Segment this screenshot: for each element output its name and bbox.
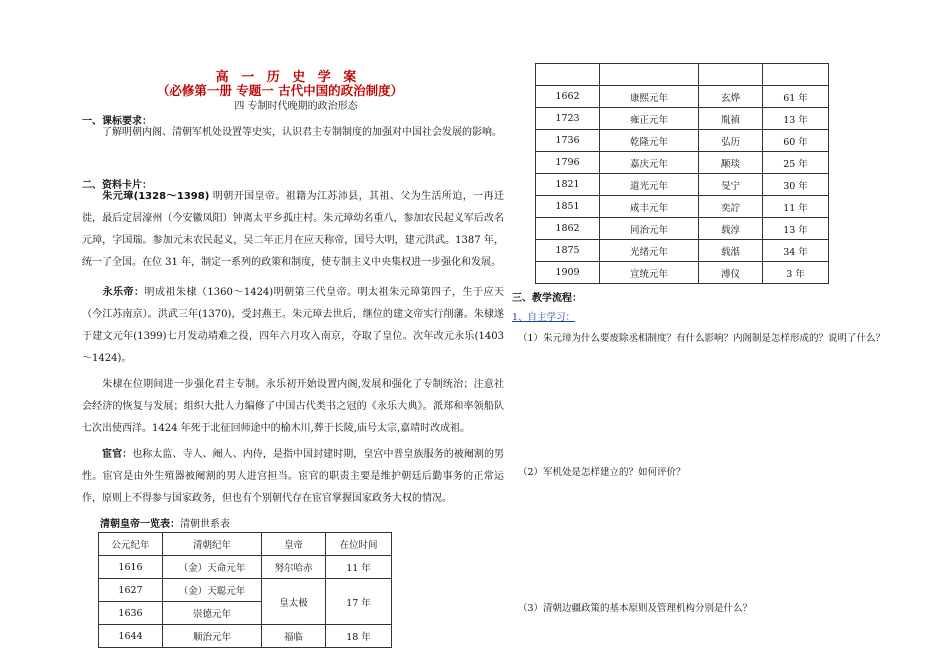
page-subtitle-red: （必修第一册 专题一 古代中国的政治制度） xyxy=(156,83,404,98)
table-cell: 1616 xyxy=(99,556,163,579)
table-cell: 雍正元年 xyxy=(600,108,699,130)
card-zhu-yuanzhang: 朱元璋(1328～1398) 明朝开国皇帝。祖籍为江苏沛县，其祖、父为生活所迫，一再迁徙，最后定居濠州（今安徽凤阳）钟离太平乡孤庄村。朱元璋幼名重八，参加农民起义军后改名元璋，字国瑞。参加元末农民起义，吴二年正月在应天称帝，国号大明，建元洪武。1387 年，统一了全国。在位 31 年，制定一系列的政策和制度，使专制主义中央集权进一步强化和发展。 xyxy=(82,191,504,268)
table-header-cell: 皇帝 xyxy=(262,533,326,556)
table-cell: 1636 xyxy=(99,602,163,625)
table-cell xyxy=(763,64,829,86)
table-cell: 1851 xyxy=(536,196,600,218)
card-yongle: 永乐帝：明成祖朱棣（1360～1424)明朝第三代皇帝。明太祖朱元璋第四子，生于应天（今江苏南京）。洪武三年(1370)，受封燕王。朱元璋去世后，继位的建文帝实行削藩。朱棣遂于建文元年(1399)七月发动靖难之役，四年六月攻入南京，夺取了皇位。次年改元永乐(1403～1424)。 xyxy=(82,287,505,364)
table-cell: 11 年 xyxy=(763,196,829,218)
table-row xyxy=(99,556,392,579)
table-cell: 1875 xyxy=(536,240,600,262)
table-header-row xyxy=(99,533,392,556)
table-cell: 宣统元年 xyxy=(600,262,699,284)
table-cell: 崇德元年 xyxy=(163,602,262,625)
table-cell: 玄烨 xyxy=(699,86,763,108)
qing-emperor-table-part2 xyxy=(535,63,829,284)
table-cell: （金）天聪元年 xyxy=(163,579,262,602)
card-eunuch: 宦官：也称太监、寺人、阉人、内侍，是指中国封建时期，皇宫中普皇族服务的被阉割的男性。宦官是由外生殖器被阉割的男人进宫担当。宦官的职责主要是维护朝廷后勤事务的正常运作，原则上不得参与国家政务，但也有个别朝代存在宦官掌握国家政务大权的情况。 xyxy=(82,449,505,504)
table-cell: 11 年 xyxy=(326,556,392,579)
table-cell: 61 年 xyxy=(763,86,829,108)
table-cell: 25 年 xyxy=(763,152,829,174)
table-cell: 34 年 xyxy=(763,240,829,262)
table-cell xyxy=(699,64,763,86)
table-header-cell: 公元纪年 xyxy=(99,533,163,556)
table-cell: 溥仪 xyxy=(699,262,763,284)
card-name: 永乐帝： xyxy=(102,287,145,298)
section-heading-standards: 一、课标要求： xyxy=(82,116,152,127)
table-cell: 13 年 xyxy=(763,108,829,130)
table-row xyxy=(536,196,829,218)
table-cell: 康熙元年 xyxy=(600,86,699,108)
table-row xyxy=(99,625,392,648)
table-row xyxy=(536,86,829,108)
table-cell: 1662 xyxy=(536,86,600,108)
table-row xyxy=(536,174,829,196)
question-1: （1）朱元璋为什么要废除丞相制度？有什么影响？内阁制是怎样形成的？说明了什么？ xyxy=(518,333,886,344)
table-cell: 1644 xyxy=(99,625,163,648)
table-cell: 旻宁 xyxy=(699,174,763,196)
table-cell: 胤禛 xyxy=(699,108,763,130)
lesson-title: 四 专制时代晚期的政治形态 xyxy=(234,101,358,112)
question-2: （2）军机处是怎样建立的？如何评价？ xyxy=(518,467,686,478)
card-name: 朱元璋(1328～1398) xyxy=(102,191,210,202)
table-row xyxy=(536,262,829,284)
table-cell: 颙琰 xyxy=(699,152,763,174)
table-row xyxy=(536,152,829,174)
table-cell: 1736 xyxy=(536,130,600,152)
table-cell: 道光元年 xyxy=(600,174,699,196)
table-header-cell: 在位时间 xyxy=(326,533,392,556)
table-cell: 同治元年 xyxy=(600,218,699,240)
qing-table-label: 清朝皇帝一览表： xyxy=(100,519,180,530)
section-heading-process: 三、教学流程： xyxy=(512,293,582,304)
table-cell: 载淳 xyxy=(699,218,763,240)
table-cell: 光绪元年 xyxy=(600,240,699,262)
table-cell: 1627 xyxy=(99,579,163,602)
table-cell xyxy=(600,64,699,86)
table-cell: 1723 xyxy=(536,108,600,130)
section-heading-cards: 二、资料卡片： xyxy=(82,180,152,191)
table-cell: 1821 xyxy=(536,174,600,196)
question-3: （3）清朝边疆政策的基本原则及管理机构分别是什么？ xyxy=(518,603,753,614)
table-header-cell: 清朝纪年 xyxy=(163,533,262,556)
table-cell: 13 年 xyxy=(763,218,829,240)
table-cell: 福临 xyxy=(262,625,326,648)
table-cell: 1796 xyxy=(536,152,600,174)
table-cell: 17 年 xyxy=(326,579,392,625)
table-cell: 载湉 xyxy=(699,240,763,262)
table-body xyxy=(536,64,829,284)
table-row xyxy=(536,64,829,86)
qing-emperor-table-part1 xyxy=(98,532,392,648)
table-row xyxy=(536,218,829,240)
page-title: 高 一 历 史 学 案 xyxy=(215,70,361,85)
table-row xyxy=(99,579,392,602)
table-cell xyxy=(536,64,600,86)
table-row xyxy=(536,240,829,262)
table-cell: 咸丰元年 xyxy=(600,196,699,218)
standards-text: 了解明朝内阁、清朝军机处设置等史实，认识君主专制制度的加强对中国社会发展的影响。 xyxy=(102,127,502,138)
table-cell: 顺治元年 xyxy=(163,625,262,648)
qing-table-caption: 清朝皇帝一览表：清朝世系表 xyxy=(100,519,230,530)
table-cell: 努尔哈赤 xyxy=(262,556,326,579)
table-row xyxy=(536,130,829,152)
card-name: 宦官： xyxy=(102,449,133,460)
table-cell: （金）天命元年 xyxy=(163,556,262,579)
table-cell: 奕詝 xyxy=(699,196,763,218)
table-cell: 3 年 xyxy=(763,262,829,284)
table-cell: 60 年 xyxy=(763,130,829,152)
table-cell: 18 年 xyxy=(326,625,392,648)
table-cell: 皇太极 xyxy=(262,579,326,625)
table-cell: 1862 xyxy=(536,218,600,240)
table-cell: 嘉庆元年 xyxy=(600,152,699,174)
table-cell: 1909 xyxy=(536,262,600,284)
table-cell: 乾隆元年 xyxy=(600,130,699,152)
self-study-heading: 1、自主学习： xyxy=(512,312,576,323)
table-row xyxy=(536,108,829,130)
card-zhudi-reign: 朱棣在位期间进一步强化君主专制。永乐初开始设置内阁,发展和强化了专制统治；注意社会经济的恢复与发展；组织大批人力编修了中国古代类书之冠的《永乐大典》。派郑和率领船队七次出使西洋。1424 年死于北征回师途中的榆木川,葬于长陵,庙号太宗,嘉靖时改成祖。 xyxy=(82,379,504,434)
table-cell: 弘历 xyxy=(699,130,763,152)
table-cell: 30 年 xyxy=(763,174,829,196)
